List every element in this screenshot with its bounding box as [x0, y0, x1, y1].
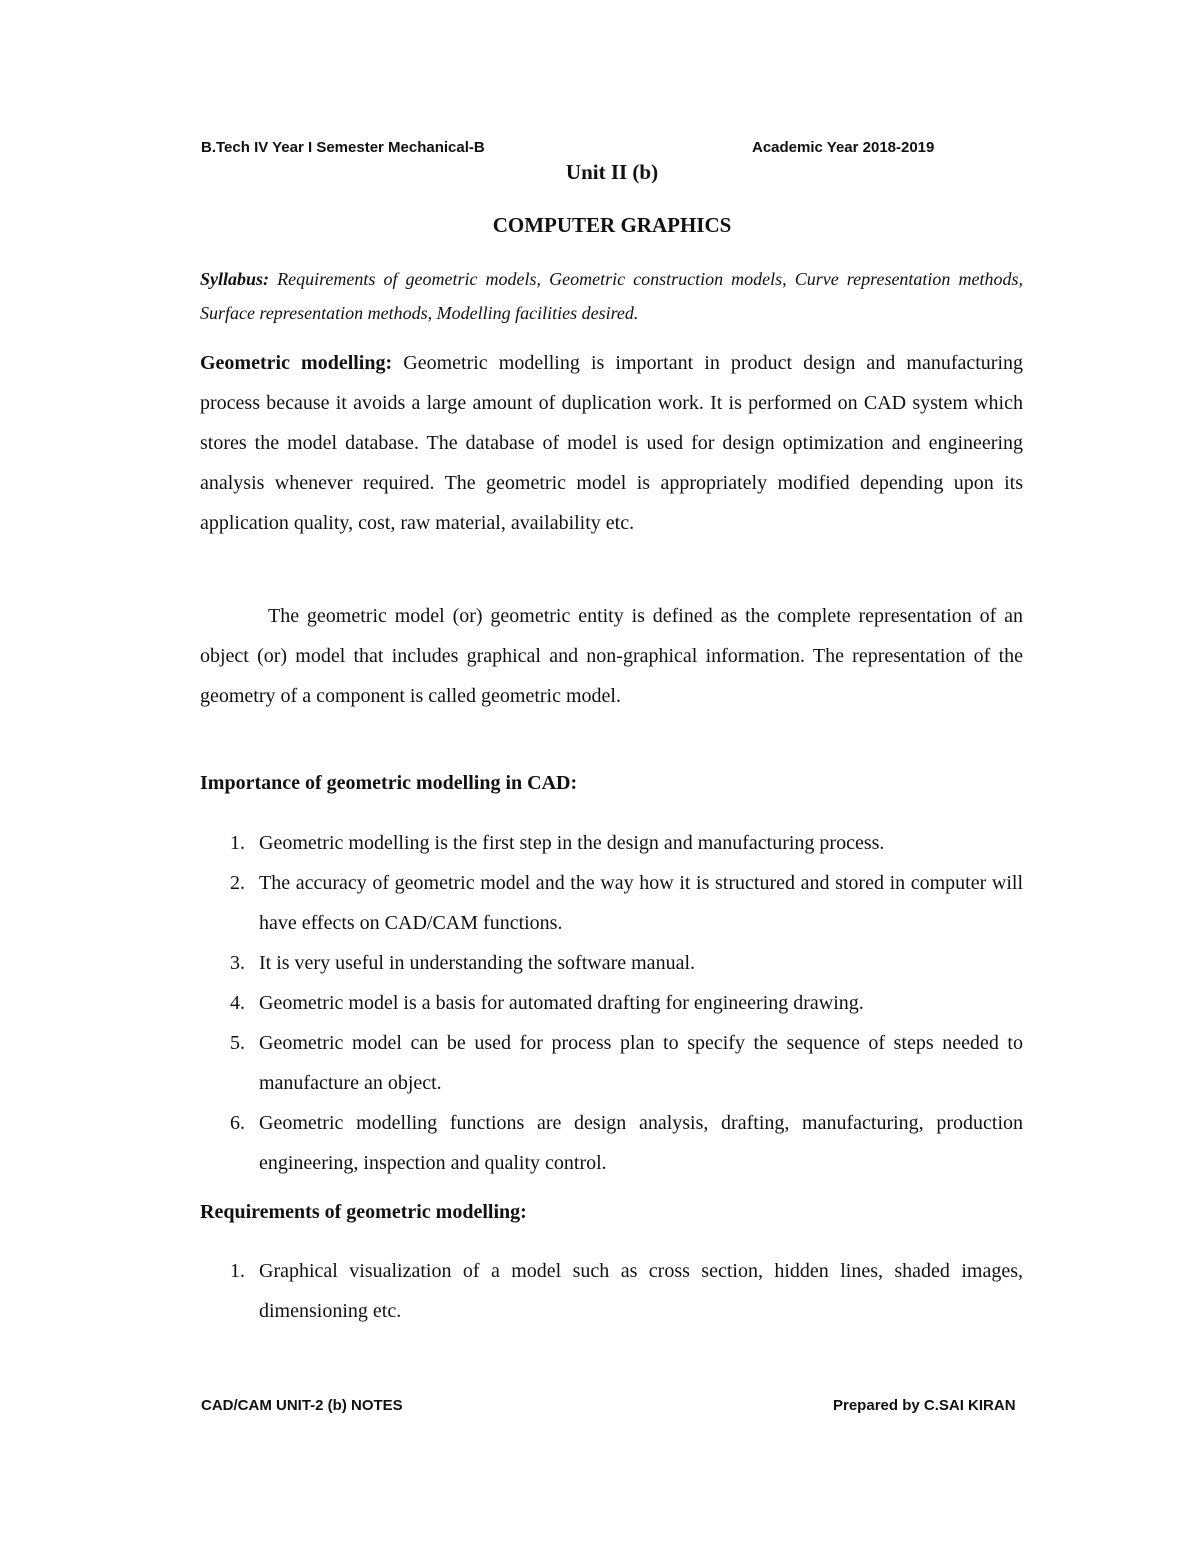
list-item: [200, 1103, 1023, 1183]
importance-list: [200, 823, 1023, 1183]
requirements-heading: Requirements of geometric modelling:: [200, 1201, 527, 1223]
list-item: [200, 863, 1023, 943]
list-item-number: 3.: [230, 952, 245, 974]
list-item-number: 4.: [230, 992, 245, 1014]
list-item: [200, 983, 1023, 1023]
list-item-text: It is very useful in understanding the software manual.: [259, 952, 695, 974]
list-item-number: 6.: [230, 1112, 245, 1134]
list-item-text: Graphical visualization of a model such as cross section, hidden lines, shaded images, dimensioning etc.: [259, 1260, 1023, 1322]
header-academic-year: Academic Year 2018-2019: [752, 139, 935, 156]
list-item-number: 2.: [230, 872, 245, 894]
footer-notes-label: CAD/CAM UNIT-2 (b) NOTES: [201, 1397, 403, 1414]
list-item-text: Geometric model can be used for process plan to specify the sequence of steps needed to manufacture an object.: [259, 1032, 1023, 1094]
list-item-number: 1.: [230, 1260, 245, 1282]
syllabus: [200, 262, 1023, 330]
list-item: [200, 1251, 1023, 1331]
list-item: [200, 943, 1023, 983]
requirements-list: [200, 1251, 1023, 1331]
list-item-text: Geometric modelling functions are design analysis, drafting, manufacturing, production engineering, inspection and quality control.: [259, 1112, 1023, 1174]
list-item: [200, 823, 1023, 863]
requirements-list-container: [200, 1251, 1023, 1331]
list-item-text: The accuracy of geometric model and the way how it is structured and stored in computer will have effects on CAD/CAM functions.: [259, 872, 1023, 934]
geometric-modelling-label: Geometric modelling:: [200, 352, 393, 374]
list-item: [200, 1023, 1023, 1103]
footer-author: Prepared by C.SAI KIRAN: [833, 1397, 1016, 1414]
importance-heading: Importance of geometric modelling in CAD:: [200, 772, 578, 794]
unit-title: Unit II (b): [565, 160, 659, 184]
definition-paragraph: The geometric model (or) geometric entity is defined as the complete representation of an object (or) model that includes graphical and non-graphical information. The representation of the geometry of a component is called geometric model.: [200, 605, 1023, 707]
geometric-modelling-text: Geometric modelling is important in product design and manufacturing process because it avoids a large amount of duplication work. It is performed on CAD system which stores the model database. The database of model is used for design optimization and engineering analysis whenever required. The geometric model is appropriately modified depending upon its application quality, cost, raw material, availability etc.: [200, 352, 1024, 534]
list-item-number: 5.: [230, 1032, 245, 1054]
list-item-text: Geometric model is a basis for automated drafting for engineering drawing.: [259, 992, 864, 1014]
importance-list-container: [200, 823, 1023, 1183]
page-title: COMPUTER GRAPHICS: [492, 213, 732, 237]
syllabus-text: Requirements of geometric models, Geometric construction models, Curve representation methods, Surface representation methods, Modelling facilities desired.: [200, 269, 1023, 323]
syllabus-label: Syllabus:: [200, 269, 270, 289]
header-course: B.Tech IV Year I Semester Mechanical-B: [201, 139, 485, 156]
geometric-modelling-paragraph: [200, 343, 1023, 543]
list-item-text: Geometric modelling is the first step in the design and manufacturing process.: [259, 832, 885, 854]
list-item-number: 1.: [230, 832, 245, 854]
